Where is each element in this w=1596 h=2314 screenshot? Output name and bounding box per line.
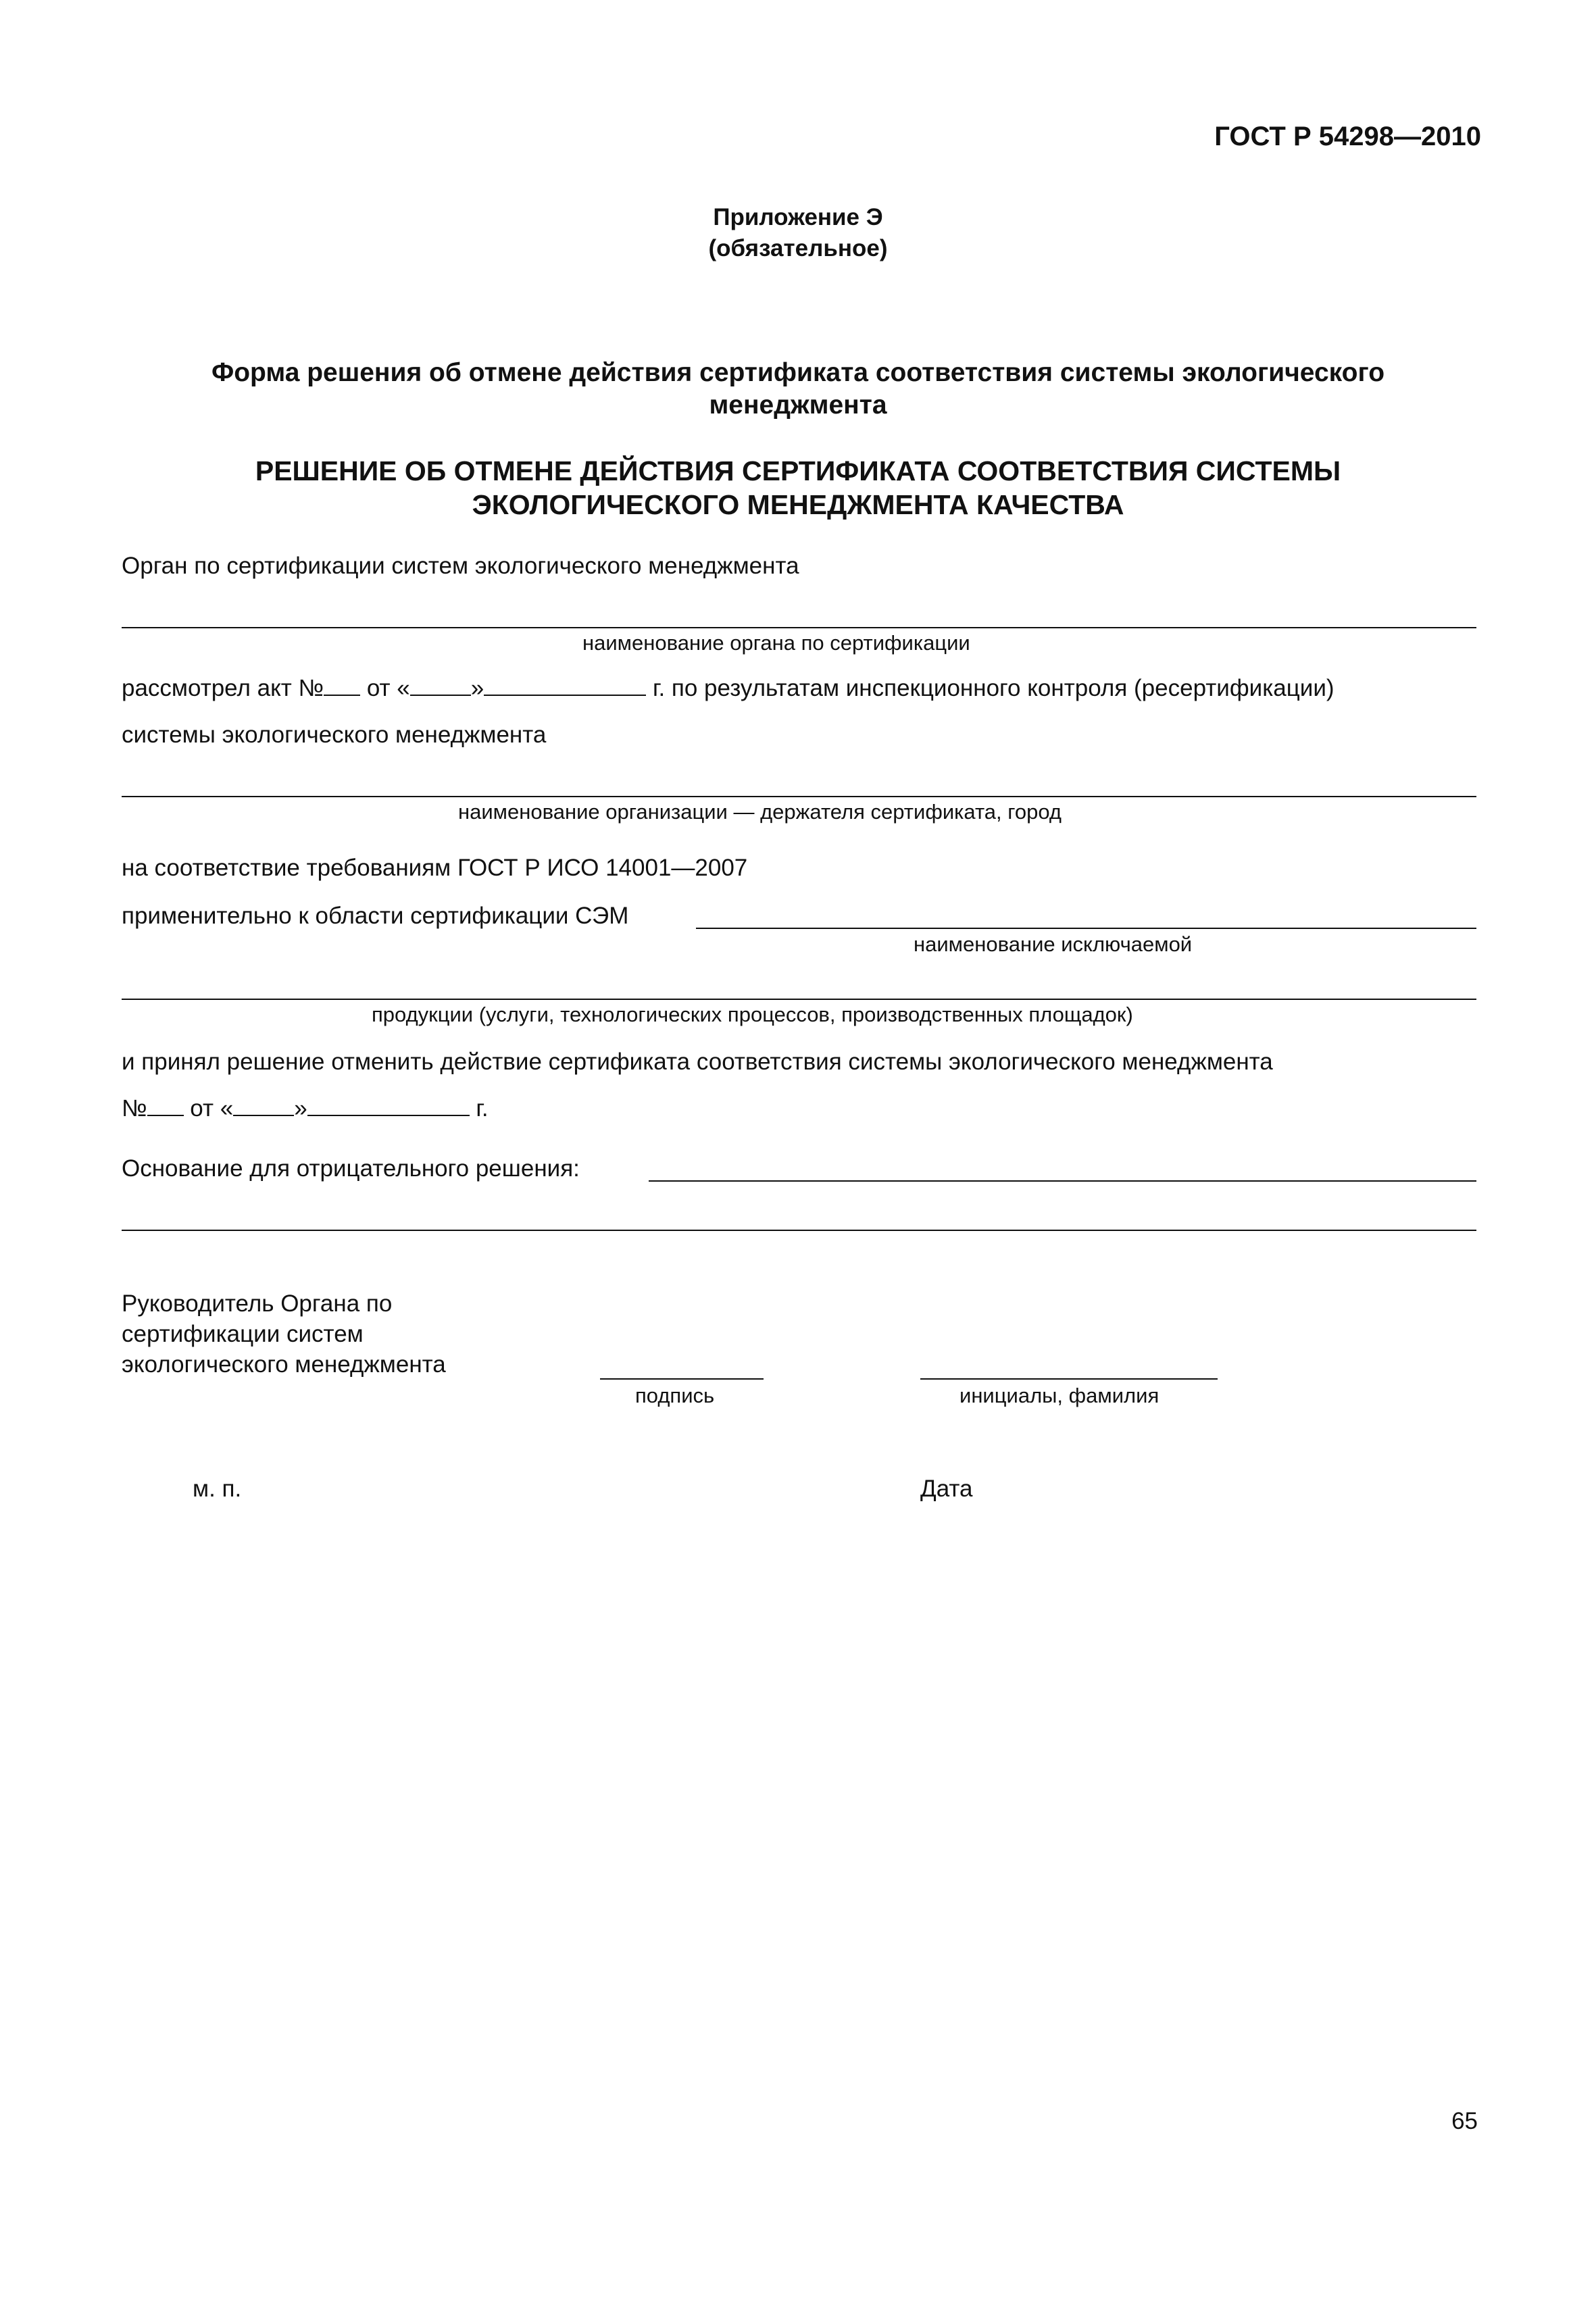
- system-label: системы экологического менеджмента: [122, 722, 547, 748]
- form-title-line1: Форма решения об отмене действия сертификата соответствия системы экологического: [211, 358, 1385, 387]
- act-quote-close: »: [470, 675, 484, 701]
- compliance-text: на соответствие требованиям ГОСТ Р ИСО 14001—2007: [122, 855, 748, 881]
- scope-field-line[interactable]: [696, 928, 1476, 929]
- seal-label: м. п.: [193, 1476, 242, 1502]
- cert-number-field[interactable]: [147, 1095, 184, 1116]
- date-label: Дата: [920, 1476, 973, 1502]
- appendix-title: Приложение Э: [713, 204, 883, 230]
- signature-line[interactable]: [600, 1378, 764, 1380]
- act-number-field[interactable]: [324, 674, 360, 696]
- name-line[interactable]: [920, 1378, 1218, 1380]
- gost-number: ГОСТ Р 54298—2010: [1214, 122, 1481, 151]
- products-caption: продукции (услуги, технологических процессов, производственных площадок): [372, 1003, 1133, 1026]
- excluded-caption: наименование исключаемой: [914, 932, 1193, 956]
- decision-title-line2: ЭКОЛОГИЧЕСКОГО МЕНЕДЖМЕНТА КАЧЕСТВА: [472, 489, 1124, 520]
- act-reviewed-label: рассмотрел акт №: [122, 675, 324, 701]
- organ-label: Орган по сертификации систем экологического менеджмента: [122, 553, 799, 579]
- products-line[interactable]: [122, 999, 1476, 1000]
- signature-caption: подпись: [635, 1384, 715, 1407]
- grounds-label: Основание для отрицательного решения:: [122, 1155, 580, 1182]
- cert-day-field[interactable]: [233, 1095, 294, 1116]
- decision-text: и принял решение отменить действие сертификата соответствия системы экологического менеджмента: [122, 1049, 1273, 1075]
- scope-label: применительно к области сертификации СЭМ: [122, 903, 629, 929]
- grounds-field-line[interactable]: [649, 1180, 1476, 1182]
- cert-quote-close: »: [294, 1095, 307, 1122]
- page-number: 65: [1451, 2108, 1478, 2134]
- head-line2: сертификации систем: [122, 1321, 364, 1347]
- cert-line: [122, 1095, 489, 1122]
- act-rest-text: г. по результатам инспекционного контроля (ресертификации): [652, 675, 1335, 701]
- holder-caption: наименование организации — держателя сертификата, город: [458, 800, 1062, 824]
- decision-title-line1: РЕШЕНИЕ ОБ ОТМЕНЕ ДЕЙСТВИЯ СЕРТИФИКАТА СООТВЕТСТВИЯ СИСТЕМЫ: [255, 455, 1341, 486]
- form-title-line2: менеджмента: [709, 391, 887, 420]
- holder-name-line[interactable]: [122, 796, 1476, 797]
- cert-no-label: №: [122, 1095, 147, 1122]
- grounds-extra-line[interactable]: [122, 1230, 1476, 1231]
- act-month-field[interactable]: [484, 674, 646, 696]
- organ-caption: наименование органа по сертификации: [582, 631, 970, 655]
- act-from-label: от «: [366, 675, 410, 701]
- cert-from-label: от «: [190, 1095, 234, 1122]
- cert-year-label: г.: [476, 1095, 489, 1122]
- appendix-status: (обязательное): [708, 235, 888, 261]
- cert-month-field[interactable]: [307, 1095, 470, 1116]
- act-line: [122, 674, 1335, 702]
- organ-name-line[interactable]: [122, 627, 1476, 628]
- act-day-field[interactable]: [410, 674, 471, 696]
- head-line3: экологического менеджмента: [122, 1351, 446, 1378]
- name-caption: инициалы, фамилия: [959, 1384, 1159, 1407]
- head-line1: Руководитель Органа по: [122, 1290, 393, 1317]
